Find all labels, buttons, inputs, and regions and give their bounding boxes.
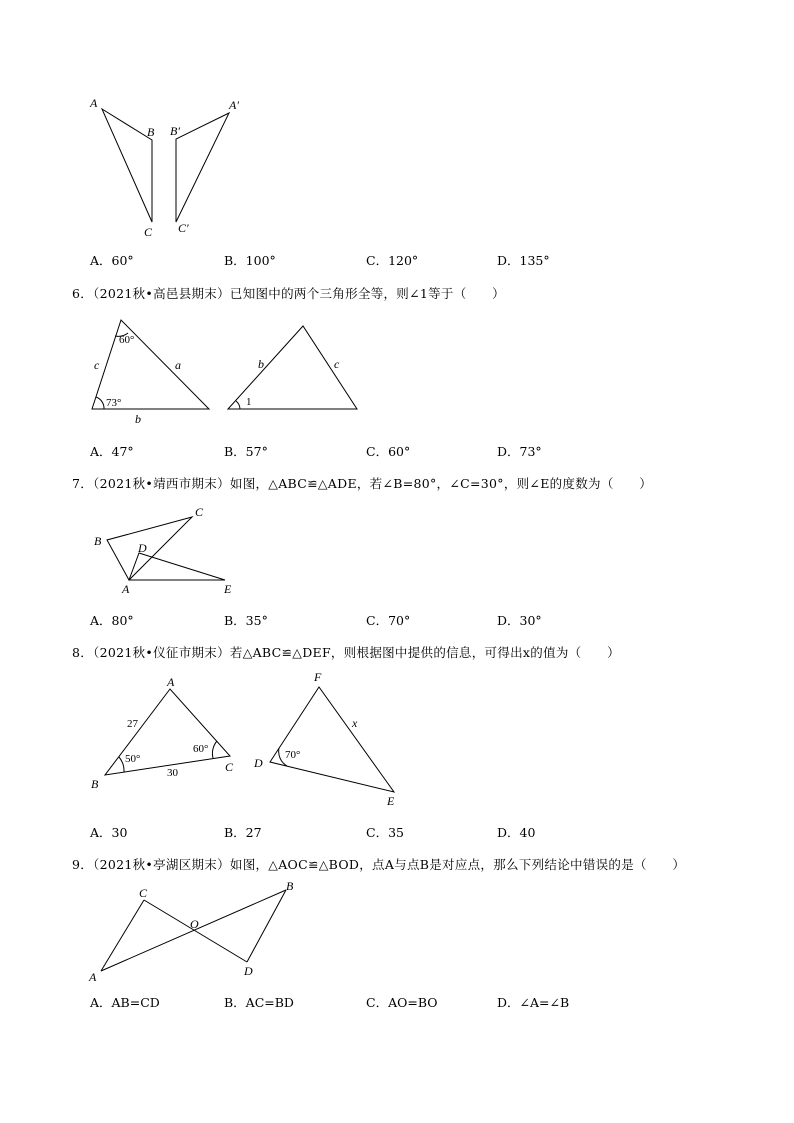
q8-option-a[interactable]: A．30: [90, 825, 128, 840]
q6-side-c1: c: [94, 358, 100, 372]
q6-angle-1: 1: [246, 396, 252, 408]
q5-label-A-prime: A′: [229, 98, 239, 112]
q8-label-F: F: [314, 670, 322, 684]
q8-option-d[interactable]: D．40: [497, 825, 536, 840]
q9-label-A: A: [89, 970, 97, 984]
q9-option-a[interactable]: A．AB=CD: [90, 995, 160, 1010]
q5-label-B-prime: B′: [170, 124, 180, 138]
q5-label-A: A: [90, 96, 98, 110]
q8-angle-50: 50°: [125, 753, 141, 765]
q5-label-C-prime: C′: [178, 221, 189, 235]
q6-side-b2: b: [258, 357, 264, 371]
q6-side-a1: a: [175, 358, 181, 372]
q8-label-B: B: [91, 777, 99, 791]
q8-label-A: A: [167, 675, 175, 689]
q7-label-A: A: [122, 582, 130, 596]
q6-angle-73: 73°: [106, 397, 122, 409]
q8-side-27: 27: [127, 718, 138, 730]
q8-side-x: x: [352, 716, 358, 730]
q8-label-C: C: [225, 760, 234, 774]
q8-label-E: E: [387, 794, 395, 808]
q8-side-30: 30: [167, 767, 178, 779]
q7-label-C: C: [195, 505, 204, 519]
q5-option-c[interactable]: C．120°: [366, 253, 419, 268]
q9-label-O: O: [190, 917, 199, 931]
q7-option-a[interactable]: A．80°: [90, 613, 134, 628]
q7-label-D: D: [138, 541, 147, 555]
q5-label-B: B: [147, 125, 155, 139]
q6-option-a[interactable]: A．47°: [90, 444, 134, 459]
q8-angle-70: 70°: [285, 749, 301, 761]
q5-option-d[interactable]: D．135°: [497, 253, 550, 268]
q9-label-D: D: [244, 964, 253, 978]
q7-stem: 7．（2021秋•靖西市期末）如图，△ABC≌△ADE，若∠B=80°，∠C=30°，则∠E的度数为（ ）: [72, 476, 653, 491]
q6-option-d[interactable]: D．73°: [497, 444, 542, 459]
q9-option-c[interactable]: C．AO=BO: [366, 995, 438, 1010]
q9-label-C: C: [139, 886, 148, 900]
q6-side-c2: c: [334, 357, 340, 371]
q5-option-a[interactable]: A．60°: [90, 253, 134, 268]
q6-option-b[interactable]: B．57°: [224, 444, 268, 459]
q7-option-c[interactable]: C．70°: [366, 613, 411, 628]
q7-label-E: E: [224, 582, 232, 596]
q8-option-b[interactable]: B．27: [224, 825, 262, 840]
q8-label-D: D: [254, 756, 263, 770]
q5-option-b[interactable]: B．100°: [224, 253, 276, 268]
q9-option-d[interactable]: D．∠A=∠B: [497, 995, 570, 1010]
q7-option-b[interactable]: B．35°: [224, 613, 268, 628]
q5-label-C: C: [144, 225, 153, 239]
q9-label-B: B: [286, 879, 294, 893]
q8-stem: 8．（2021秋•仪征市期末）若△ABC≌△DEF，则根据图中提供的信息，可得出x的值为（ ）: [72, 645, 620, 660]
q6-angle-60: 60°: [119, 334, 135, 346]
q6-side-b1: b: [135, 412, 141, 426]
q6-option-c[interactable]: C．60°: [366, 444, 411, 459]
q6-stem: 6．（2021秋•高邑县期末）已知图中的两个三角形全等，则∠1等于（ ）: [72, 286, 505, 301]
q9-stem: 9．（2021秋•亭湖区期末）如图，△AOC≌△BOD，点A与点B是对应点，那么下列结论中错误的是（ ）: [72, 857, 686, 872]
q7-option-d[interactable]: D．30°: [497, 613, 542, 628]
q9-option-b[interactable]: B．AC=BD: [224, 995, 294, 1010]
q8-angle-60: 60°: [193, 743, 209, 755]
q7-label-B: B: [94, 534, 102, 548]
q8-option-c[interactable]: C．35: [366, 825, 404, 840]
